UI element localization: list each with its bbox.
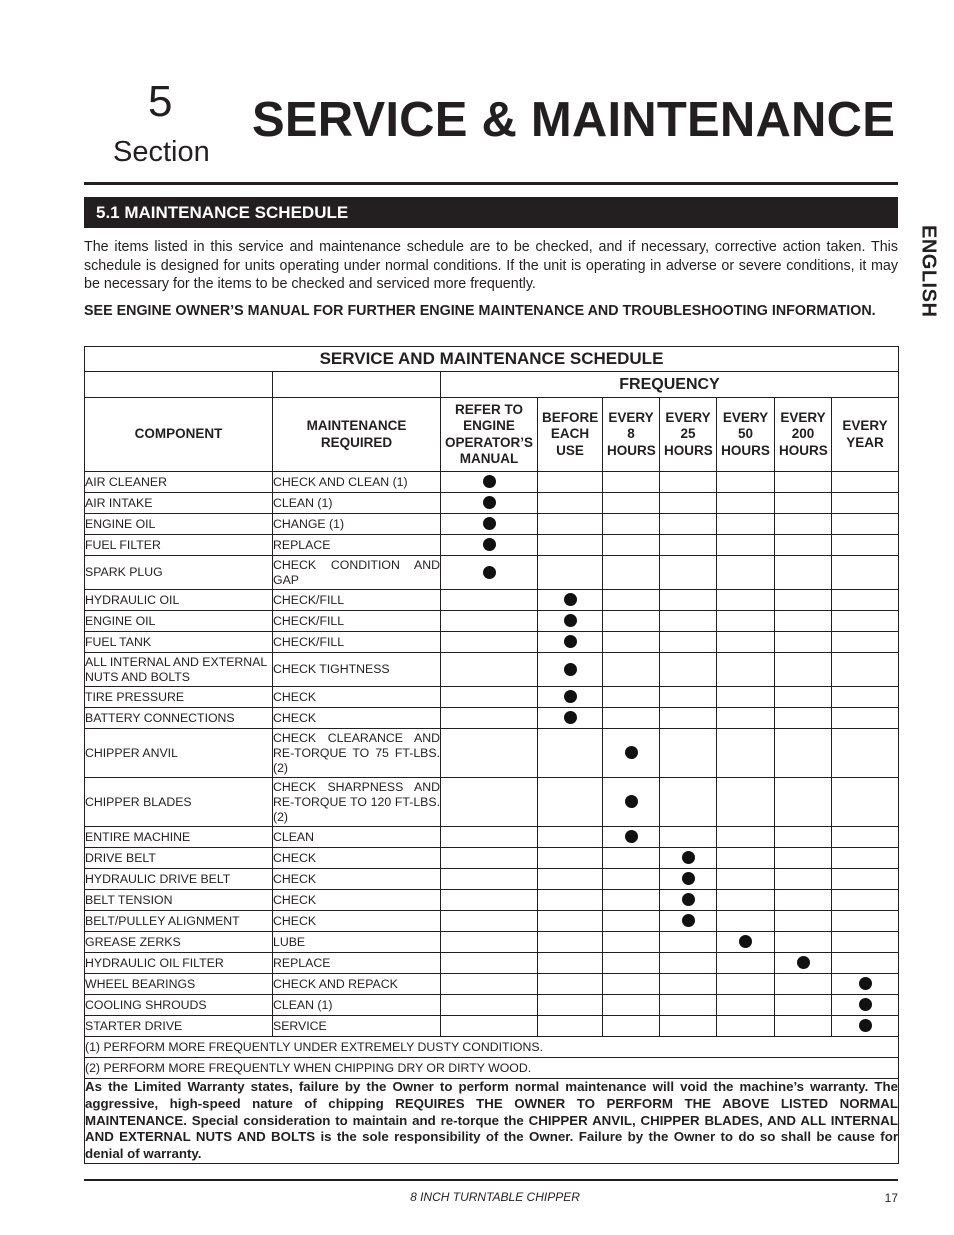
frequency-cell xyxy=(717,590,775,611)
frequency-cell xyxy=(603,653,660,687)
maintenance-cell: CHECK/FILL xyxy=(273,590,441,611)
frequency-cell xyxy=(441,472,538,493)
frequency-cell xyxy=(441,974,538,995)
footnote-1: (1) PERFORM MORE FREQUENTLY UNDER EXTREMELY DUSTY CONDITIONS. xyxy=(85,1037,899,1058)
frequency-cell xyxy=(832,911,899,932)
title-divider xyxy=(84,182,898,185)
component-cell: FUEL FILTER xyxy=(85,535,273,556)
maintenance-cell: CHECK xyxy=(273,911,441,932)
component-cell: WHEEL BEARINGS xyxy=(85,974,273,995)
language-side-tab xyxy=(913,225,943,335)
frequency-cell xyxy=(538,869,603,890)
frequency-cell xyxy=(832,932,899,953)
table-row xyxy=(85,953,899,974)
frequency-cell xyxy=(775,778,832,827)
frequency-cell xyxy=(832,778,899,827)
component-cell: AIR CLEANER xyxy=(85,472,273,493)
frequency-cell xyxy=(717,514,775,535)
maintenance-schedule-table xyxy=(84,346,899,1164)
frequency-cell xyxy=(441,932,538,953)
frequency-cell xyxy=(441,869,538,890)
schedule-dot-icon xyxy=(483,538,496,551)
frequency-cell xyxy=(832,974,899,995)
frequency-cell xyxy=(775,827,832,848)
maintenance-cell: CHECK CLEARANCE AND RE-TORQUE TO 75 FT-LBS. (2) xyxy=(273,729,441,778)
table-row xyxy=(85,869,899,890)
frequency-cell xyxy=(603,932,660,953)
frequency-cell xyxy=(717,535,775,556)
maintenance-cell: CHECK xyxy=(273,869,441,890)
component-cell: FUEL TANK xyxy=(85,632,273,653)
frequency-cell xyxy=(717,995,775,1016)
table-row xyxy=(85,590,899,611)
frequency-cell xyxy=(441,708,538,729)
maintenance-cell: CHECK xyxy=(273,890,441,911)
frequency-cell xyxy=(660,890,717,911)
frequency-cell xyxy=(832,687,899,708)
frequency-cell xyxy=(775,869,832,890)
frequency-cell xyxy=(717,869,775,890)
frequency-cell xyxy=(538,653,603,687)
frequency-cell xyxy=(538,995,603,1016)
frequency-cell xyxy=(660,687,717,708)
component-cell: CHIPPER BLADES xyxy=(85,778,273,827)
frequency-cell xyxy=(717,729,775,778)
language-label: ENGLISH xyxy=(917,225,940,318)
frequency-cell xyxy=(717,974,775,995)
frequency-cell xyxy=(603,953,660,974)
frequency-cell xyxy=(538,632,603,653)
schedule-dot-icon xyxy=(483,496,496,509)
table-row xyxy=(85,535,899,556)
frequency-cell xyxy=(717,472,775,493)
frequency-cell xyxy=(441,729,538,778)
section-number: 5 xyxy=(148,77,173,126)
table-row xyxy=(85,974,899,995)
frequency-cell xyxy=(717,687,775,708)
frequency-cell xyxy=(775,953,832,974)
frequency-cell xyxy=(441,535,538,556)
empty-header-cell xyxy=(85,372,273,398)
component-cell: CHIPPER ANVIL xyxy=(85,729,273,778)
frequency-cell xyxy=(660,729,717,778)
table-row xyxy=(85,911,899,932)
frequency-cell xyxy=(603,778,660,827)
frequency-cell xyxy=(832,869,899,890)
frequency-cell xyxy=(603,590,660,611)
frequency-cell xyxy=(603,708,660,729)
frequency-cell xyxy=(832,953,899,974)
frequency-cell xyxy=(660,708,717,729)
frequency-cell xyxy=(717,1016,775,1037)
frequency-cell xyxy=(832,514,899,535)
page-number: 17 xyxy=(884,1191,898,1205)
frequency-cell xyxy=(538,472,603,493)
frequency-cell xyxy=(660,590,717,611)
frequency-cell xyxy=(660,974,717,995)
table-title: SERVICE AND MAINTENANCE SCHEDULE xyxy=(85,347,899,372)
frequency-cell xyxy=(603,827,660,848)
frequency-cell xyxy=(775,556,832,590)
table-row xyxy=(85,1016,899,1037)
frequency-cell xyxy=(441,778,538,827)
frequency-cell xyxy=(775,632,832,653)
frequency-cell xyxy=(832,848,899,869)
maintenance-cell: CLEAN (1) xyxy=(273,493,441,514)
table-row xyxy=(85,890,899,911)
frequency-cell xyxy=(538,932,603,953)
frequency-cell xyxy=(660,778,717,827)
frequency-cell xyxy=(441,848,538,869)
frequency-cell xyxy=(441,611,538,632)
frequency-cell xyxy=(775,995,832,1016)
section-word: Section xyxy=(113,136,210,168)
column-header-component: COMPONENT xyxy=(85,398,273,472)
frequency-cell xyxy=(832,493,899,514)
frequency-cell xyxy=(441,890,538,911)
frequency-cell xyxy=(538,890,603,911)
frequency-cell xyxy=(538,611,603,632)
frequency-cell xyxy=(538,535,603,556)
component-cell: DRIVE BELT xyxy=(85,848,273,869)
engine-manual-note: SEE ENGINE OWNER’S MANUAL FOR FURTHER ENGINE MAINTENANCE AND TROUBLESHOOTING INFORMATION. xyxy=(84,303,876,319)
table-row xyxy=(85,932,899,953)
page-title: SERVICE & MAINTENANCE xyxy=(252,93,896,147)
frequency-cell xyxy=(603,493,660,514)
frequency-cell xyxy=(832,890,899,911)
component-cell: STARTER DRIVE xyxy=(85,1016,273,1037)
schedule-dot-icon xyxy=(859,998,872,1011)
maintenance-cell: REPLACE xyxy=(273,535,441,556)
frequency-cell xyxy=(717,890,775,911)
schedule-dot-icon xyxy=(682,893,695,906)
frequency-cell xyxy=(538,848,603,869)
frequency-cell xyxy=(603,687,660,708)
table-row xyxy=(85,995,899,1016)
maintenance-cell: LUBE xyxy=(273,932,441,953)
schedule-dot-icon xyxy=(625,746,638,759)
frequency-cell xyxy=(775,472,832,493)
frequency-cell xyxy=(832,653,899,687)
frequency-cell xyxy=(775,1016,832,1037)
maintenance-cell: CHECK AND REPACK xyxy=(273,974,441,995)
table-row xyxy=(85,611,899,632)
schedule-rows xyxy=(85,472,899,1037)
frequency-cell xyxy=(660,556,717,590)
frequency-cell xyxy=(717,653,775,687)
frequency-cell xyxy=(603,890,660,911)
schedule-dot-icon xyxy=(564,663,577,676)
warranty-statement: As the Limited Warranty states, failure by the Owner to perform normal maintenance will void the machine’s warranty. The aggressive, high-speed nature of chipping REQUIRES THE OWNER TO PERFORM THE ABOVE LISTED NORMAL MAINTENANCE. Special consideration to maintain and re-torque the CHIPPER ANVIL, CHIPPER BLADES, AND ALL INTERNAL AND EXTERNAL NUTS AND BOLTS is the sole responsibility of the Owner. Failure by the Owner to do so shall be cause for denial of warranty. xyxy=(85,1079,899,1164)
frequency-cell xyxy=(538,590,603,611)
column-header-engine-manual: REFER TO ENGINE OPERATOR’S MANUAL xyxy=(441,398,538,472)
frequency-cell xyxy=(660,932,717,953)
maintenance-cell: CHECK xyxy=(273,687,441,708)
component-cell: ALL INTERNAL AND EXTERNAL NUTS AND BOLTS xyxy=(85,653,273,687)
frequency-cell xyxy=(603,472,660,493)
frequency-cell xyxy=(832,472,899,493)
frequency-cell xyxy=(441,995,538,1016)
component-cell: BELT/PULLEY ALIGNMENT xyxy=(85,911,273,932)
schedule-dot-icon xyxy=(483,475,496,488)
schedule-dot-icon xyxy=(564,614,577,627)
component-cell: HYDRAULIC OIL xyxy=(85,590,273,611)
table-row xyxy=(85,556,899,590)
frequency-cell xyxy=(832,611,899,632)
frequency-cell xyxy=(603,514,660,535)
frequency-cell xyxy=(660,535,717,556)
schedule-dot-icon xyxy=(564,593,577,606)
frequency-cell xyxy=(603,974,660,995)
empty-header-cell xyxy=(273,372,441,398)
schedule-dot-icon xyxy=(564,690,577,703)
frequency-cell xyxy=(717,848,775,869)
frequency-cell xyxy=(538,493,603,514)
frequency-cell xyxy=(717,911,775,932)
schedule-dot-icon xyxy=(625,830,638,843)
frequency-cell xyxy=(603,911,660,932)
frequency-cell xyxy=(775,911,832,932)
schedule-dot-icon xyxy=(564,711,577,724)
frequency-cell xyxy=(441,687,538,708)
table-row xyxy=(85,778,899,827)
subsection-heading: 5.1 MAINTENANCE SCHEDULE xyxy=(84,197,898,228)
column-header-25-hours: EVERY 25 HOURS xyxy=(660,398,717,472)
frequency-cell xyxy=(660,632,717,653)
frequency-cell xyxy=(660,472,717,493)
component-cell: HYDRAULIC OIL FILTER xyxy=(85,953,273,974)
schedule-dot-icon xyxy=(682,851,695,864)
maintenance-cell: CHECK xyxy=(273,848,441,869)
frequency-cell xyxy=(717,632,775,653)
frequency-cell xyxy=(832,995,899,1016)
maintenance-cell: CHECK SHARPNESS AND RE-TORQUE TO 120 FT-LBS. (2) xyxy=(273,778,441,827)
frequency-cell xyxy=(832,535,899,556)
maintenance-cell: CLEAN (1) xyxy=(273,995,441,1016)
frequency-cell xyxy=(832,556,899,590)
table-row xyxy=(85,632,899,653)
frequency-cell xyxy=(832,590,899,611)
frequency-cell xyxy=(775,535,832,556)
frequency-cell xyxy=(538,778,603,827)
frequency-cell xyxy=(441,514,538,535)
frequency-cell xyxy=(603,556,660,590)
frequency-cell xyxy=(603,611,660,632)
frequency-cell xyxy=(538,974,603,995)
frequency-cell xyxy=(717,827,775,848)
frequency-cell xyxy=(775,611,832,632)
frequency-cell xyxy=(775,514,832,535)
component-cell: GREASE ZERKS xyxy=(85,932,273,953)
table-row xyxy=(85,493,899,514)
frequency-cell xyxy=(538,514,603,535)
component-cell: BELT TENSION xyxy=(85,890,273,911)
table-row xyxy=(85,514,899,535)
table-row xyxy=(85,848,899,869)
schedule-dot-icon xyxy=(625,795,638,808)
maintenance-cell: REPLACE xyxy=(273,953,441,974)
frequency-cell xyxy=(717,611,775,632)
component-cell: COOLING SHROUDS xyxy=(85,995,273,1016)
frequency-cell xyxy=(660,514,717,535)
component-cell: ENGINE OIL xyxy=(85,514,273,535)
frequency-cell xyxy=(832,729,899,778)
component-cell: ENTIRE MACHINE xyxy=(85,827,273,848)
maintenance-cell: CLEAN xyxy=(273,827,441,848)
frequency-cell xyxy=(832,708,899,729)
frequency-cell xyxy=(775,729,832,778)
frequency-cell xyxy=(603,995,660,1016)
table-row xyxy=(85,827,899,848)
column-header-50-hours: EVERY 50 HOURS xyxy=(717,398,775,472)
schedule-dot-icon xyxy=(483,517,496,530)
schedule-dot-icon xyxy=(682,872,695,885)
frequency-cell xyxy=(660,1016,717,1037)
schedule-dot-icon xyxy=(859,1019,872,1032)
frequency-cell xyxy=(775,653,832,687)
frequency-cell xyxy=(717,556,775,590)
frequency-cell xyxy=(660,995,717,1016)
frequency-cell xyxy=(441,911,538,932)
component-cell: SPARK PLUG xyxy=(85,556,273,590)
frequency-cell xyxy=(538,708,603,729)
frequency-cell xyxy=(538,953,603,974)
table-row xyxy=(85,708,899,729)
schedule-dot-icon xyxy=(859,977,872,990)
schedule-dot-icon xyxy=(564,635,577,648)
frequency-cell xyxy=(660,911,717,932)
frequency-cell xyxy=(538,1016,603,1037)
frequency-cell xyxy=(441,953,538,974)
frequency-cell xyxy=(775,708,832,729)
maintenance-cell: CHECK TIGHTNESS xyxy=(273,653,441,687)
frequency-cell xyxy=(603,535,660,556)
frequency-cell xyxy=(660,869,717,890)
column-header-200-hours: EVERY 200 HOURS xyxy=(775,398,832,472)
frequency-cell xyxy=(832,632,899,653)
frequency-cell xyxy=(441,493,538,514)
schedule-dot-icon xyxy=(797,956,810,969)
table-row xyxy=(85,729,899,778)
footer-product-name: 8 INCH TURNTABLE CHIPPER xyxy=(410,1190,580,1204)
footnote-2: (2) PERFORM MORE FREQUENTLY WHEN CHIPPING DRY OR DIRTY WOOD. xyxy=(85,1058,899,1079)
frequency-cell xyxy=(660,653,717,687)
frequency-cell xyxy=(538,729,603,778)
intro-paragraph: The items listed in this service and maintenance schedule are to be checked, and if necessary, corrective action taken. This schedule is designed for units operating under normal conditions. If the unit is operating in adverse or severe conditions, it may be necessary for the items to be checked and serviced more frequently. xyxy=(84,239,898,292)
frequency-cell xyxy=(775,687,832,708)
frequency-cell xyxy=(441,1016,538,1037)
frequency-cell xyxy=(775,848,832,869)
frequency-cell xyxy=(441,827,538,848)
maintenance-cell: CHECK/FILL xyxy=(273,632,441,653)
maintenance-cell: CHECK AND CLEAN (1) xyxy=(273,472,441,493)
component-cell: ENGINE OIL xyxy=(85,611,273,632)
maintenance-cell: CHECK xyxy=(273,708,441,729)
frequency-cell xyxy=(603,869,660,890)
component-cell: HYDRAULIC DRIVE BELT xyxy=(85,869,273,890)
schedule-dot-icon xyxy=(483,566,496,579)
frequency-cell xyxy=(538,687,603,708)
frequency-cell xyxy=(660,611,717,632)
table-row xyxy=(85,687,899,708)
frequency-cell xyxy=(775,932,832,953)
frequency-cell xyxy=(717,708,775,729)
frequency-cell xyxy=(660,953,717,974)
column-header-before-use: BEFORE EACH USE xyxy=(538,398,603,472)
frequency-cell xyxy=(717,493,775,514)
frequency-cell xyxy=(538,827,603,848)
frequency-cell xyxy=(775,974,832,995)
frequency-cell xyxy=(441,632,538,653)
component-cell: AIR INTAKE xyxy=(85,493,273,514)
column-header-maintenance: MAINTENANCE REQUIRED xyxy=(273,398,441,472)
schedule-dot-icon xyxy=(682,914,695,927)
column-header-yearly: EVERY YEAR xyxy=(832,398,899,472)
maintenance-cell: CHECK/FILL xyxy=(273,611,441,632)
component-cell: TIRE PRESSURE xyxy=(85,687,273,708)
frequency-cell xyxy=(717,778,775,827)
frequency-cell xyxy=(832,1016,899,1037)
schedule-dot-icon xyxy=(739,935,752,948)
column-header-8-hours: EVERY 8 HOURS xyxy=(603,398,660,472)
frequency-cell xyxy=(603,848,660,869)
frequency-cell xyxy=(660,848,717,869)
frequency-cell xyxy=(775,590,832,611)
frequency-cell xyxy=(441,590,538,611)
frequency-header: FREQUENCY xyxy=(441,372,899,398)
frequency-cell xyxy=(717,932,775,953)
maintenance-cell: SERVICE xyxy=(273,1016,441,1037)
frequency-cell xyxy=(538,556,603,590)
component-cell: BATTERY CONNECTIONS xyxy=(85,708,273,729)
frequency-cell xyxy=(832,827,899,848)
frequency-cell xyxy=(441,556,538,590)
frequency-cell xyxy=(775,493,832,514)
frequency-cell xyxy=(441,653,538,687)
maintenance-cell: CHANGE (1) xyxy=(273,514,441,535)
frequency-cell xyxy=(660,493,717,514)
frequency-cell xyxy=(603,632,660,653)
frequency-cell xyxy=(660,827,717,848)
footer-divider xyxy=(84,1179,898,1181)
table-row xyxy=(85,653,899,687)
frequency-cell xyxy=(538,911,603,932)
table-row xyxy=(85,472,899,493)
frequency-cell xyxy=(603,1016,660,1037)
frequency-cell xyxy=(775,890,832,911)
maintenance-cell: CHECK CONDITION AND GAP xyxy=(273,556,441,590)
frequency-cell xyxy=(603,729,660,778)
frequency-cell xyxy=(717,953,775,974)
